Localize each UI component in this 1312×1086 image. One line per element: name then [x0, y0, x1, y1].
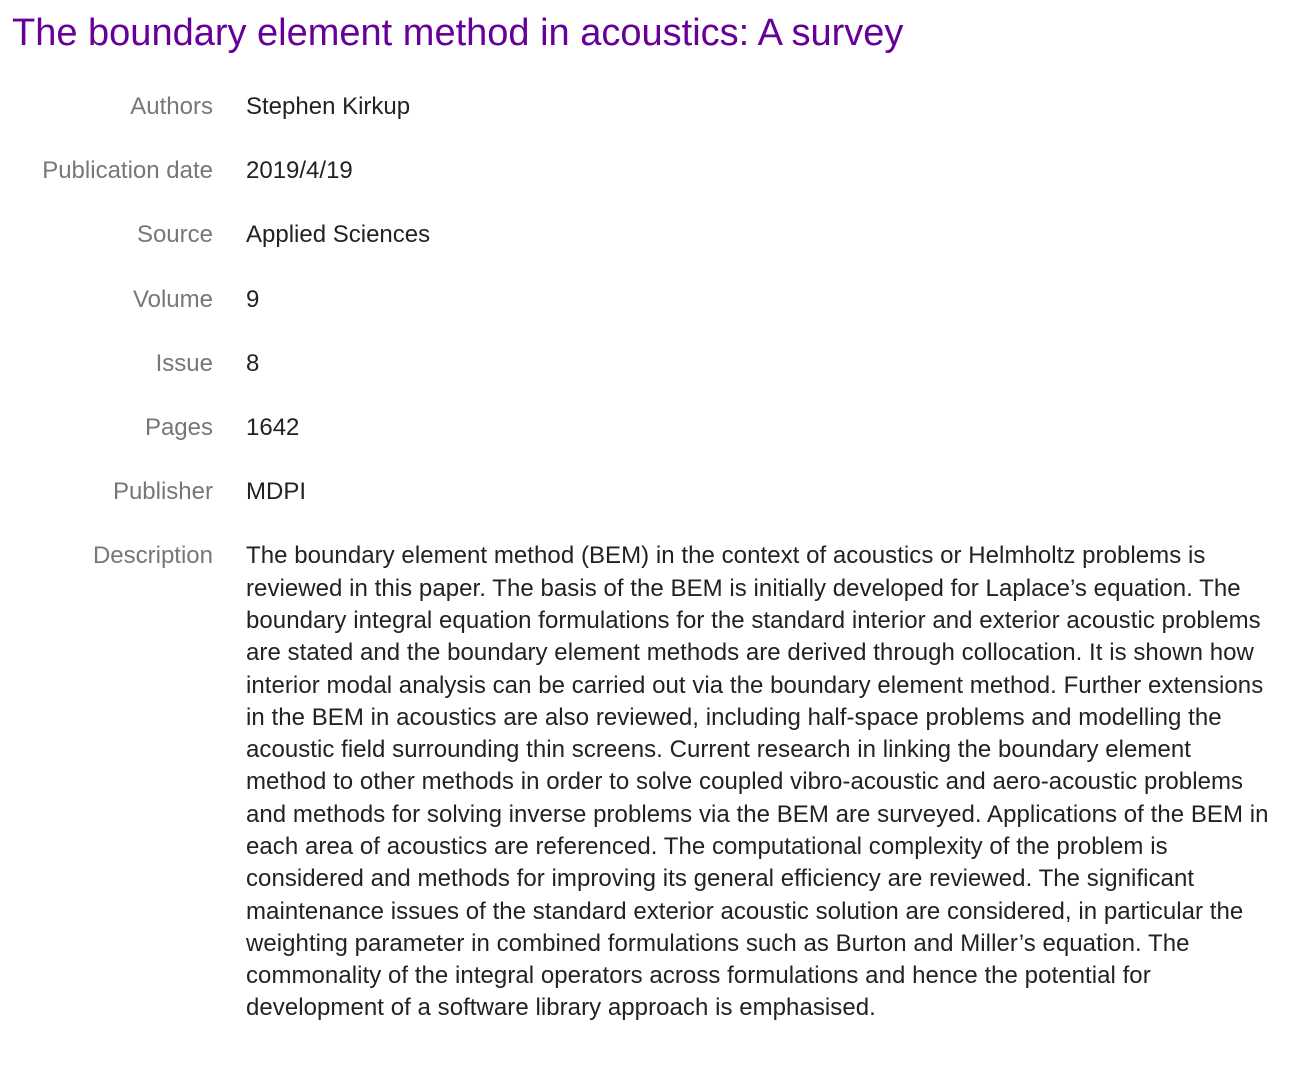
field-label-publisher: Publisher — [112, 478, 213, 506]
field-value-issue: 8 — [246, 349, 260, 377]
field-pages — [0, 408, 1300, 472]
field-publisher — [0, 472, 1300, 536]
field-label-volume: Volume — [132, 285, 213, 313]
field-value-description: The boundary element method (BEM) in the context of acoustics or Helmholtz problems is reviewed in this paper. The basis of the BEM is initially developed for Laplace’s equation. The boundary integral equation formulations for the standard interior and exterior acoustic problems are stated and the boundary element methods are derived through collocation. It is shown how interior modal analysis can be carried out via the boundary element method. Further extensions in the BEM in acoustics are also reviewed, including half-space problems and modelling the acoustic field surrounding thin screens. Current research in linking the boundary element method to other methods in order to solve coupled vibro-acoustic and aero-acoustic problems and methods for solving inverse problems via the BEM are surveyed. Applications of the BEM in each area of acoustics are referenced. The computational complexity of the problem is considered and methods for improving its general efficiency are reviewed. The significant maintenance issues of the standard exterior acoustic solution are considered, in particular the weighting parameter in combined formulations such as Burton and Miller’s equation. The commonality of the integral operators across formulations and hence the potential for development of a software library approach is emphasised. — [246, 542, 1269, 1022]
field-source — [0, 215, 1300, 279]
field-value-authors: Stephen Kirkup — [246, 93, 411, 120]
field-volume — [0, 280, 1300, 344]
field-label-pages: Pages — [144, 413, 213, 441]
field-value-source: Applied Sciences — [246, 221, 431, 249]
field-label-issue: Issue — [155, 349, 213, 377]
field-label-publication-date: Publication date — [42, 157, 213, 185]
article-title[interactable]: The boundary element method in acoustics: A survey — [12, 12, 904, 54]
field-value-publication-date: 2019/4/19 — [246, 157, 353, 185]
field-issue — [0, 344, 1300, 408]
metadata-table — [0, 87, 1300, 1025]
field-publication-date — [0, 151, 1300, 215]
field-label-authors: Authors — [130, 93, 213, 120]
field-label-description: Description — [92, 542, 213, 570]
field-value-pages: 1642 — [246, 413, 300, 441]
field-authors — [0, 87, 1300, 151]
field-description — [0, 536, 1300, 1024]
field-label-source: Source — [136, 221, 213, 249]
field-value-volume: 9 — [246, 285, 260, 313]
field-value-publisher: MDPI — [246, 478, 306, 506]
